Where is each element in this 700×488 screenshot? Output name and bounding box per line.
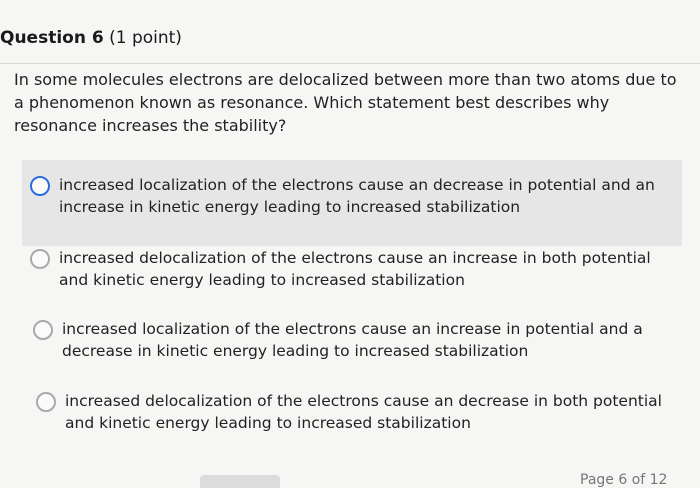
answer-option-2-text: increased delocalization of the electrons cause an increase in both potential and kinetic energy leading to increased stabilization xyxy=(59,249,651,289)
question-points: (1 point) xyxy=(109,28,182,48)
radio-button-2[interactable] xyxy=(30,249,50,269)
page-indicator: Page 6 of 12 xyxy=(580,472,668,488)
question-header xyxy=(0,28,182,48)
radio-button-3[interactable] xyxy=(33,320,53,340)
answer-option-3[interactable] xyxy=(33,318,683,362)
answer-option-2[interactable] xyxy=(30,247,680,291)
question-number: Question 6 xyxy=(0,28,104,48)
answer-option-1-text: increased localization of the electrons cause an decrease in potential and an increase in kinetic energy leading to increased stabilization xyxy=(59,176,655,216)
radio-button-1[interactable] xyxy=(30,176,50,196)
answer-option-1[interactable] xyxy=(22,160,682,246)
header-divider xyxy=(0,63,700,64)
answer-option-3-text: increased localization of the electrons cause an increase in potential and a decrease in kinetic energy leading to increased stabilization xyxy=(62,320,643,360)
answer-option-4[interactable] xyxy=(36,390,686,434)
radio-button-4[interactable] xyxy=(36,392,56,412)
navigation-button[interactable] xyxy=(200,475,280,488)
question-prompt: In some molecules electrons are delocalized between more than two atoms due to a phenomenon known as resonance. Which statement best describes why resonance increases the stability? xyxy=(14,70,677,135)
answer-option-4-text: increased delocalization of the electrons cause an decrease in both potential and kinetic energy leading to increased stabilization xyxy=(65,392,662,432)
